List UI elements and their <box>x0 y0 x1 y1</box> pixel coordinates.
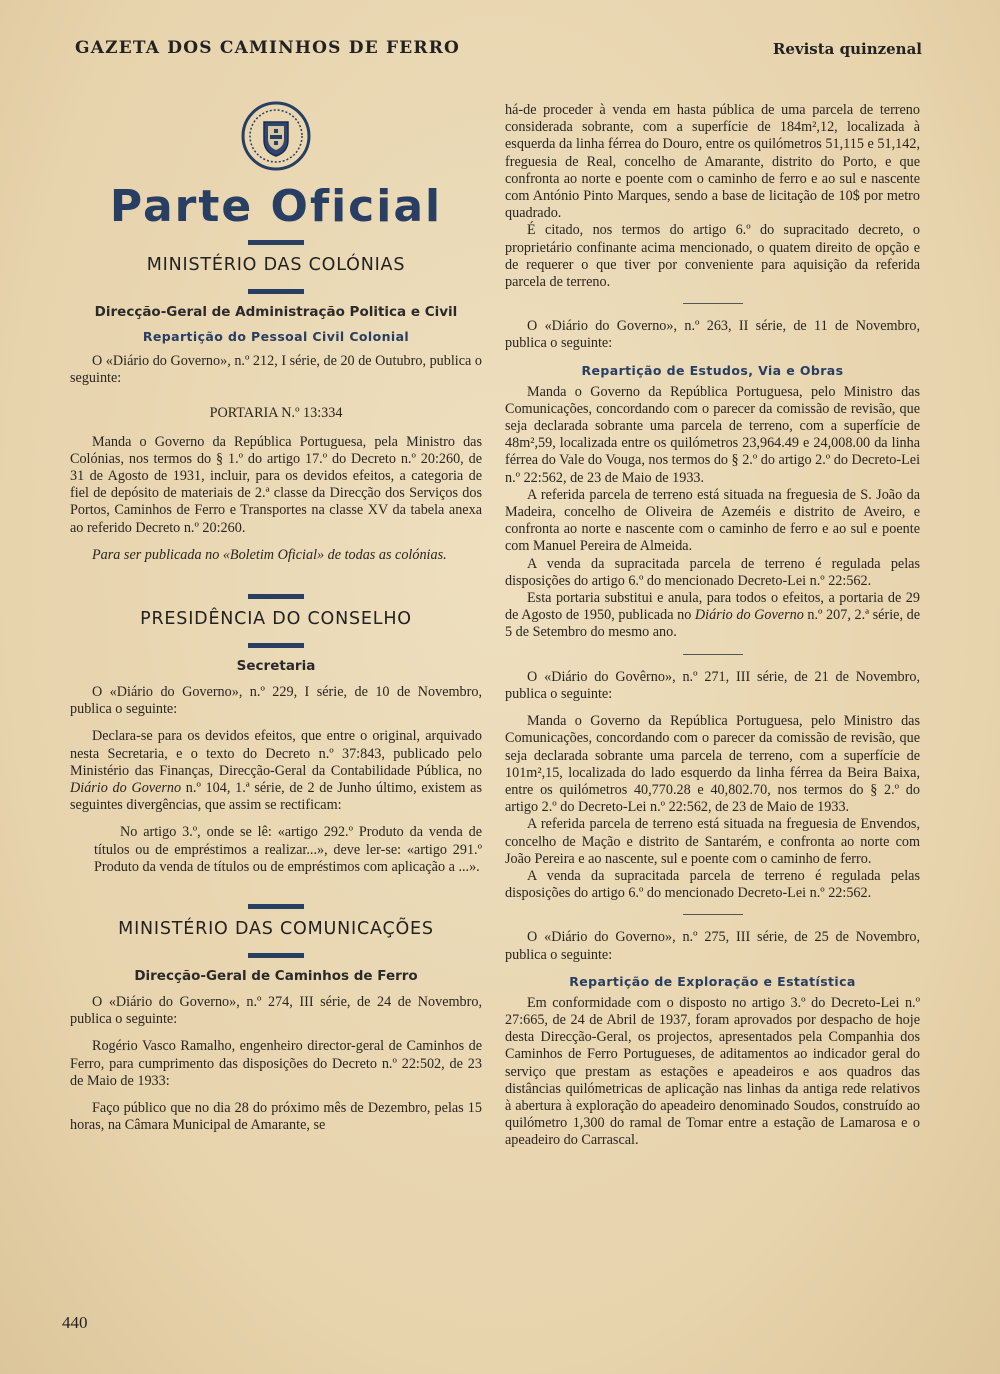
page-number: 440 <box>62 1313 88 1332</box>
paragraph: Faço público que no dia 28 do próximo mês de Dezembro, pelas 15 horas, na Câmara Municipal de Amarante, se <box>70 1100 482 1134</box>
paragraph <box>70 728 482 814</box>
ministry-heading: MINISTÉRIO DAS COLÓNIAS <box>146 255 406 275</box>
paragraph-italic: Para ser publicada no «Boletim Oficial» de todas as colónias. <box>92 546 447 563</box>
running-header-left: GAZETA DOS CAMINHOS DE FERRO <box>75 38 461 58</box>
coat-of-arms-icon <box>240 100 312 172</box>
text-span: Declara-se para os devidos efeitos, que entre o original, arquivado nesta Secretaria, e o texto do Decreto n.º 37:843, publicado pelo Ministério das Finanças, Direcção-Geral da Contabilidade Pública, no <box>70 728 482 779</box>
thin-divider <box>683 303 743 304</box>
section-heading: Secretaria <box>236 658 316 675</box>
paragraph: A referida parcela de terreno está situada na freguesia de S. João da Madeira, concelho de Oliveira de Azeméis e distrito de Aveiro, e confronta ao norte e nascente com o caminho de ferro e ao sul e poente com Manuel Pereira de Almeida. <box>505 486 920 555</box>
section-heading: Repartição do Pessoal Civil Colonial <box>142 329 410 344</box>
divider <box>248 240 304 245</box>
paragraph: O «Diário do Govêrno», n.º 271, III série, de 21 de Novembro, publica o seguinte: <box>505 668 920 702</box>
paragraph: Em conformidade com o disposto no artigo 3.º do Decreto-Lei n.º 27:665, de 24 de Abril de 1937, foram aprovados por despacho de hoje desta Direcção-Geral, os projectos, apresentados pela Companhia dos Caminhos de Ferro Portugueses, de aditamentos ao indicador geral do serviço que prestam as estações e apeadeiros e aos quadros das distâncias quilómetricas de aplicação nas linhas da antiga rede relativos à abertura à exploração do apeadeiro denominado Soudos, construído ao quilómetro 1,300 do ramal de Tomar entre a estação de Lamarosa e o apeadeiro do Carrascal. <box>505 994 920 1149</box>
divider <box>248 953 304 958</box>
text-span: Esta portaria substitui e anula, para todos o efeitos, a portaria de 29 de Agosto de 1950, publicada no <box>505 590 920 624</box>
left-column <box>70 100 482 1134</box>
portaria-number: PORTARIA N.º 13:334 <box>209 405 343 422</box>
paragraph: A venda da supracitada parcela de terreno é regulada pelas disposições do artigo 6.º do mencionado Decreto-Lei n.º 22:562. <box>505 867 920 902</box>
paragraph: O «Diário do Governo», n.º 229, I série, de 10 de Novembro, publica o seguinte: <box>70 684 482 718</box>
paragraph: É citado, nos termos do artigo 6.º do supracitado decreto, o proprietário confinante acima mencionado, o quatem direito de opção e de requerer o que tiver por conveniente para aquisição da referida parcela de terreno. <box>505 222 920 291</box>
paragraph: O «Diário do Governo», n.º 274, III série, de 24 de Novembro, publica o seguinte: <box>70 994 482 1028</box>
paragraph: O «Diário do Governo», n.º 275, III série, de 25 de Novembro, publica o seguinte: <box>505 929 920 963</box>
section-heading: Repartição de Estudos, Via e Obras <box>581 362 844 378</box>
divider <box>248 643 304 648</box>
paragraph: A venda da supracitada parcela de terreno é regulada pelas disposições do artigo 6.º do mencionado Decreto-Lei n.º 22:562. <box>505 555 920 589</box>
paragraph: Manda o Governo da República Portuguesa, pela Ministro das Colónias, nos termos do § 1.º do artigo 17.º do Decreto n.º 20:260, de 31 de Agosto de 1931, incluir, para os devidos efeitos, a categoria de fiel de depósito de materiais de 2.ª classe da Direcção dos Serviços dos Portos, Caminhos de Ferro e Transportes na classe XV da tabela anexa ao referido Decreto n.º 20:260. <box>70 433 482 536</box>
paragraph: O «Diário do Governo», n.º 263, II série, de 11 de Novembro, publica o seguinte: <box>505 318 920 352</box>
page-title: Parte Oficial <box>109 181 443 232</box>
running-header-right: Revista quinzenal <box>772 40 922 58</box>
italic-span: Diário do Governo <box>70 780 182 797</box>
ministry-heading: PRESIDÊNCIA DO CONSELHO <box>140 609 412 630</box>
paragraph: há-de proceder à venda em hasta pública de uma parcela de terreno considerada sobrante, com a superfície de 184m²,12, localizada à esquerda da linha férrea do Douro, entre os quilómetros 51,115 e 51,142, freguesia de Real, concelho de Amarante, distrito do Porto, e que confronta ao norte e poente com o caminho de ferro e ao sul e nascente com António Pinto Marques, sendo a base de licitação de 10$ por metro quadrado. <box>505 102 920 222</box>
divider <box>248 289 304 294</box>
paragraph: Manda o Governo da República Portuguesa, pelo Ministro das Comunicações, concordando com o parecer da comissão de revisão, que seja declarada sobrante uma parcela de terreno, com a superfície de 48m²,59, localizada entre os quilómetros 23,964.49 e 24,008.00 da linha férrea do Vale do Vouga, nos termos do § 2.º do artigo 2.º do Decreto-Lei n.º 22:562, de 23 de Maio de 1933. <box>505 383 921 486</box>
divider <box>248 904 304 909</box>
paragraph: O «Diário do Governo», n.º 212, I série, de 20 de Outubro, publica o seguinte: <box>70 353 482 387</box>
right-column <box>505 102 920 1150</box>
text-span: n.º 207, 2.ª série, de 5 de Setembro do mesmo ano. <box>505 607 920 641</box>
section-heading: Repartição de Exploração e Estatística <box>569 973 856 989</box>
thin-divider <box>683 654 743 655</box>
ministry-heading: MINISTÉRIO DAS COMUNICAÇÕES <box>118 919 434 940</box>
paragraph: Rogério Vasco Ramalho, engenheiro director-geral de Caminhos de Ferro, para cumprimento das disposições do Decreto n.º 22:502, de 23 de Maio de 1933: <box>70 1038 482 1089</box>
department-heading: Direcção-Geral de Administração Politica e Civil <box>94 304 458 320</box>
paragraph <box>505 590 920 642</box>
text-span: n.º 104, 1.ª série, de 2 de Junho último, existem as seguintes divergências, que assim se rectificam: <box>70 780 482 814</box>
italic-span: Diário do Governo <box>694 607 804 624</box>
department-heading: Direcção-Geral de Caminhos de Ferro <box>134 968 418 985</box>
thin-divider <box>683 914 743 915</box>
crest <box>70 100 482 178</box>
divider <box>248 594 304 599</box>
quoted-paragraph: No artigo 3.º, onde se lê: «artigo 292.º Produto da venda de títulos ou de empréstimos a realizar...», deve ler-se: «artigo 291.º Produto da venda de títulos ou de empréstimos com aplicação a ...». <box>94 824 482 875</box>
paragraph: A referida parcela de terreno está situada na freguesia de Envendos, concelho de Mação e distrito de Santarém, e confronta ao norte com João Pereira e ao nascente, sul e poente com o caminho de ferro. <box>505 816 920 867</box>
paragraph: Manda o Governo da República Portuguesa, pelo Ministro das Comunicações, concordando com o parecer da comissão de revisão, que seja declarada sobrante uma parcela de terreno, com a superfície de 101m²,15, localizada do lado esquerdo da linha férrea da Beira Baixa, entre os quilómetros 40,770.28 e 40,802.70, nos termos do § 2.º do artigo 2.º do Decreto-Lei n.º 22:562, de 23 de Maio de 1933. <box>505 713 920 816</box>
